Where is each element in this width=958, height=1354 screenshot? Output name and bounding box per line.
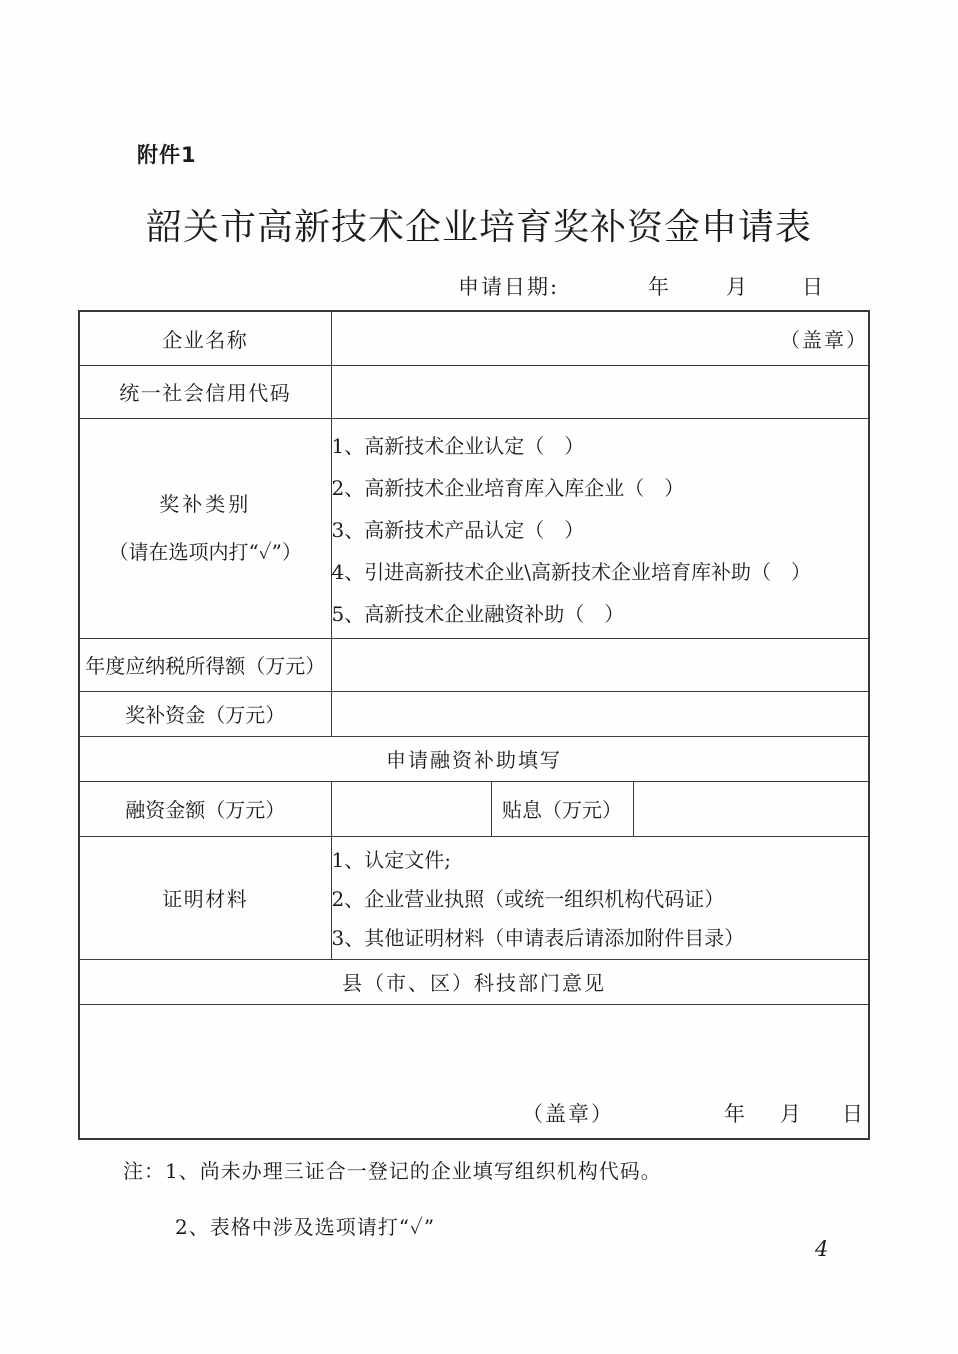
row-award-category: [79, 418, 869, 638]
award-category-label-line2: （请在选项内打“✓”）: [108, 540, 302, 564]
footnote-1-text: 1、尚未办理三证合一登记的企业填写组织机构代码。: [165, 1159, 662, 1183]
row-taxable-income: [79, 638, 869, 691]
company-name-label: 企业名称: [79, 311, 331, 365]
row-financing-section-header: [79, 736, 869, 781]
date-month-label: 月: [726, 275, 747, 299]
footnote-prefix: 注：: [123, 1159, 165, 1183]
discount-value-cell: [633, 781, 869, 836]
financing-amount-value-cell: [331, 781, 491, 836]
financing-amount-label: 融资金额（万元）: [79, 781, 331, 836]
award-option-3: 3、高新技术产品认定（ ）: [331, 517, 585, 542]
row-county-opinion-header: [79, 959, 869, 1004]
opinion-month-label: 月: [780, 1102, 801, 1126]
discount-label: 贴息（万元）: [491, 781, 633, 836]
county-opinion-space-cell: [79, 1004, 869, 1139]
row-award-amount: [79, 691, 869, 736]
row-financing: [79, 781, 869, 836]
row-county-opinion-space: [79, 1004, 869, 1139]
row-credit-code: [79, 365, 869, 418]
financing-section-header: 申请融资补助填写: [79, 736, 869, 781]
credit-code-label: 统一社会信用代码: [79, 365, 331, 418]
award-option-5: 5、高新技术企业融资补助（ ）: [331, 601, 625, 626]
row-materials: [79, 836, 869, 959]
date-day-label: 日: [802, 275, 823, 299]
page-number: 4: [815, 1237, 829, 1261]
award-option-4: 4、引进高新技术企业\高新技术企业培育库补助（ ）: [331, 559, 811, 584]
award-category-options-cell: [331, 418, 869, 638]
company-name-value-cell: （盖章）: [331, 311, 869, 365]
award-category-label: [79, 418, 331, 638]
award-category-label-line1: 奖补类别: [159, 492, 252, 516]
application-date-line: [0, 271, 958, 301]
date-year-label: 年: [648, 275, 669, 299]
credit-code-value-cell: [331, 365, 869, 418]
county-opinion-header: 县（市、区）科技部门意见: [79, 959, 869, 1004]
attachment-label: 附件1: [137, 143, 197, 167]
material-item-3: 3、其他证明材料（申请表后请添加附件目录）: [331, 926, 745, 950]
row-company-name: [79, 311, 869, 365]
award-option-1: 1、高新技术企业认定（ ）: [331, 433, 585, 458]
award-option-2: 2、高新技术企业培育库入库企业（ ）: [331, 475, 685, 500]
material-item-2: 2、企业营业执照（或统一组织机构代码证）: [331, 887, 725, 911]
page-title: 韶关市高新技术企业培育奖补资金申请表: [145, 207, 812, 248]
taxable-income-label: 年度应纳税所得额（万元）: [79, 638, 331, 691]
footnote-2: 2、表格中涉及选项请打“✓”: [175, 1215, 436, 1239]
application-form-table: [78, 310, 870, 1140]
taxable-income-value-cell: [331, 638, 869, 691]
opinion-stamp-label: （盖章）: [522, 1102, 614, 1126]
opinion-day-label: 日: [842, 1102, 863, 1126]
application-date-label: 申请日期:: [458, 275, 560, 299]
award-amount-label: 奖补资金（万元）: [79, 691, 331, 736]
materials-label: 证明材料: [79, 836, 331, 959]
materials-items-cell: [331, 836, 869, 959]
footnotes: [123, 1155, 662, 1240]
footnote-1: [123, 1155, 662, 1184]
award-amount-value-cell: [331, 691, 869, 736]
material-item-1: 1、认定文件;: [331, 848, 451, 872]
opinion-year-label: 年: [724, 1102, 745, 1126]
